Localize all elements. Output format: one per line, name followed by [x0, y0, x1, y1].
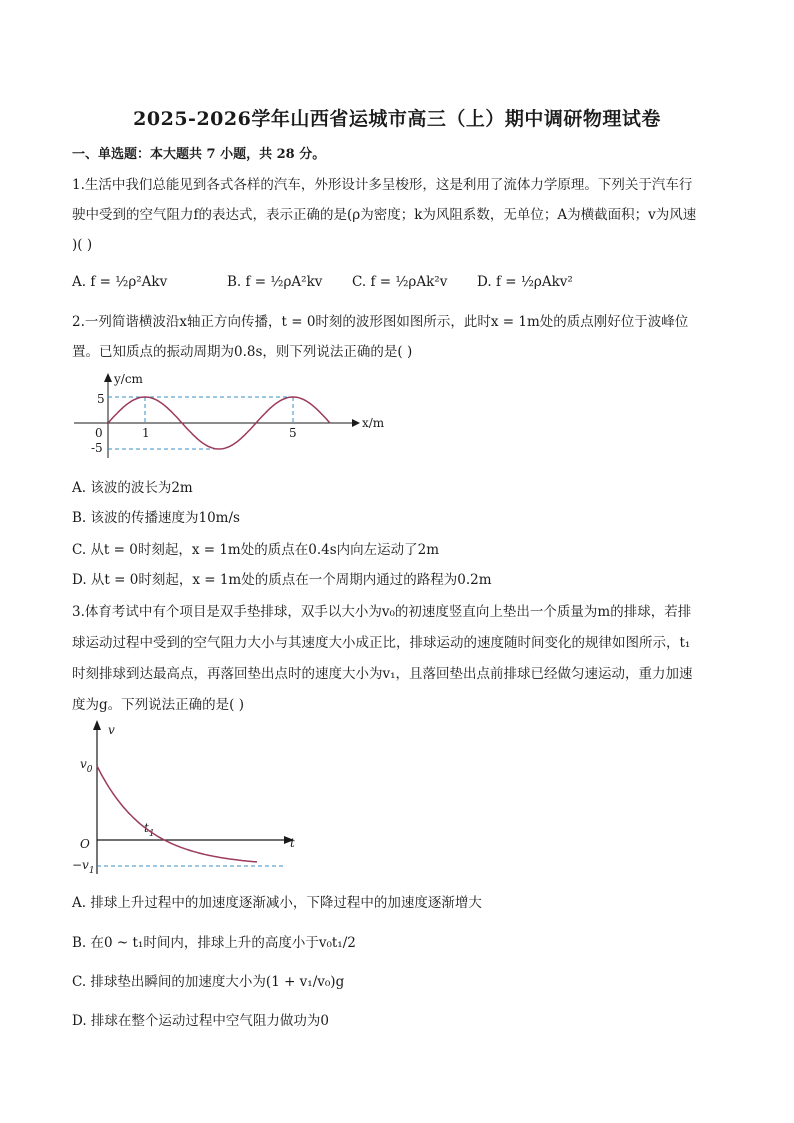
q1-option-d-expr: f = ½ρAkv² — [495, 274, 573, 290]
wave-chart — [70, 370, 400, 460]
velocity-curve — [97, 766, 257, 862]
q3-line-3: 时刻排球到达最高点，再落回垫出点时的速度大小为v₁，且落回垫出点前排球已经做匀速运动，重力加速 — [72, 666, 693, 682]
q3-option-d[interactable]: D. 排球在整个运动过程中空气阻力做功为0 — [72, 1013, 330, 1029]
section-heading: 一、单选题：本大题共 7 小题，共 28 分。 — [72, 147, 326, 162]
q1-line-3: )( ) — [72, 237, 93, 253]
neg-v1-label: $-v_1$ — [72, 858, 95, 876]
x-axis-arrow — [352, 419, 360, 427]
q1-line-1: 1.生活中我们总能见到各式各样的汽车，外形设计多呈梭形，这是利用了流体力学原理。下列关于汽车行 — [72, 177, 693, 193]
q2-option-d[interactable]: D. 从t = 0时刻起，x = 1m处的质点在一个周期内通过的路程为0.2m — [72, 572, 492, 588]
x-tick-0: 0 — [95, 426, 103, 440]
q1-option-c-expr: f = ½ρAk²v — [370, 274, 448, 290]
q3-option-b[interactable]: B. 在0 ~ t₁时间内，排球上升的高度小于v₀t₁/2 — [72, 935, 356, 951]
v-axis-arrow — [93, 720, 101, 730]
q2-option-b[interactable]: B. 该波的传播速度为10m/s — [72, 510, 240, 526]
x-tick-5: 5 — [289, 426, 297, 440]
y-tick-5: 5 — [97, 392, 105, 406]
v0-label: $v_0$ — [80, 757, 93, 775]
velocity-chart — [70, 718, 310, 878]
x-axis-label: x/m — [362, 416, 385, 430]
v-axis-label: v — [108, 723, 115, 737]
q2-option-a[interactable]: A. 该波的波长为2m — [72, 480, 193, 496]
q3-option-c[interactable]: C. 排球垫出瞬间的加速度大小为(1 + v₁/v₀)g — [72, 974, 345, 990]
q1-option-b[interactable]: B. f = ½ρA²kv — [227, 274, 323, 290]
q1-option-a[interactable]: A. f = ½ρ²Akv — [72, 274, 168, 290]
t-axis-label: t — [290, 836, 295, 850]
t1-label: $t_1$ — [144, 821, 155, 839]
q3-option-a[interactable]: A. 排球上升过程中的加速度逐渐减小，下降过程中的加速度逐渐增大 — [72, 895, 482, 911]
q1-option-d[interactable]: D. f = ½ρAkv² — [477, 274, 573, 290]
q3-line-4: 度为g。下列说法正确的是( ) — [72, 697, 244, 713]
x-tick-1: 1 — [142, 426, 150, 440]
q1-option-b-expr: f = ½ρA²kv — [245, 274, 323, 290]
y-tick-neg5: -5 — [91, 441, 103, 455]
q3-line-2: 球运动过程中受到的空气阻力大小与其速度大小成正比，排球运动的速度随时间变化的规律如图所示，t₁ — [72, 635, 691, 651]
q2-line-2: 置。已知质点的振动周期为0.8s，则下列说法正确的是( ) — [72, 344, 413, 360]
q3-line-1: 3.体育考试中有个项目是双手垫排球，双手以大小为v₀的初速度竖直向上垫出一个质量为m的排球，若排 — [72, 604, 692, 620]
page-title: 2025-2026学年山西省运城市高三（上）期中调研物理试卷 — [133, 108, 661, 130]
q2-option-c[interactable]: C. 从t = 0时刻起，x = 1m处的质点在0.4s内向左运动了2m — [72, 542, 440, 558]
q2-line-1: 2.一列简谐横波沿x轴正方向传播，t = 0时刻的波形图如图所示，此时x = 1m处的质点刚好位于波峰位 — [72, 314, 689, 330]
origin-label: O — [80, 837, 90, 851]
q1-option-a-expr: f = ½ρ²Akv — [90, 274, 168, 290]
q1-option-c[interactable]: C. f = ½ρAk²v — [352, 274, 448, 290]
y-axis-label: y/cm — [114, 372, 143, 386]
y-axis-arrow — [104, 373, 112, 382]
q1-line-2: 驶中受到的空气阻力f的表达式，表示正确的是(ρ为密度；k为风阻系数，无单位；A为横截面积；v为风速 — [72, 207, 697, 223]
